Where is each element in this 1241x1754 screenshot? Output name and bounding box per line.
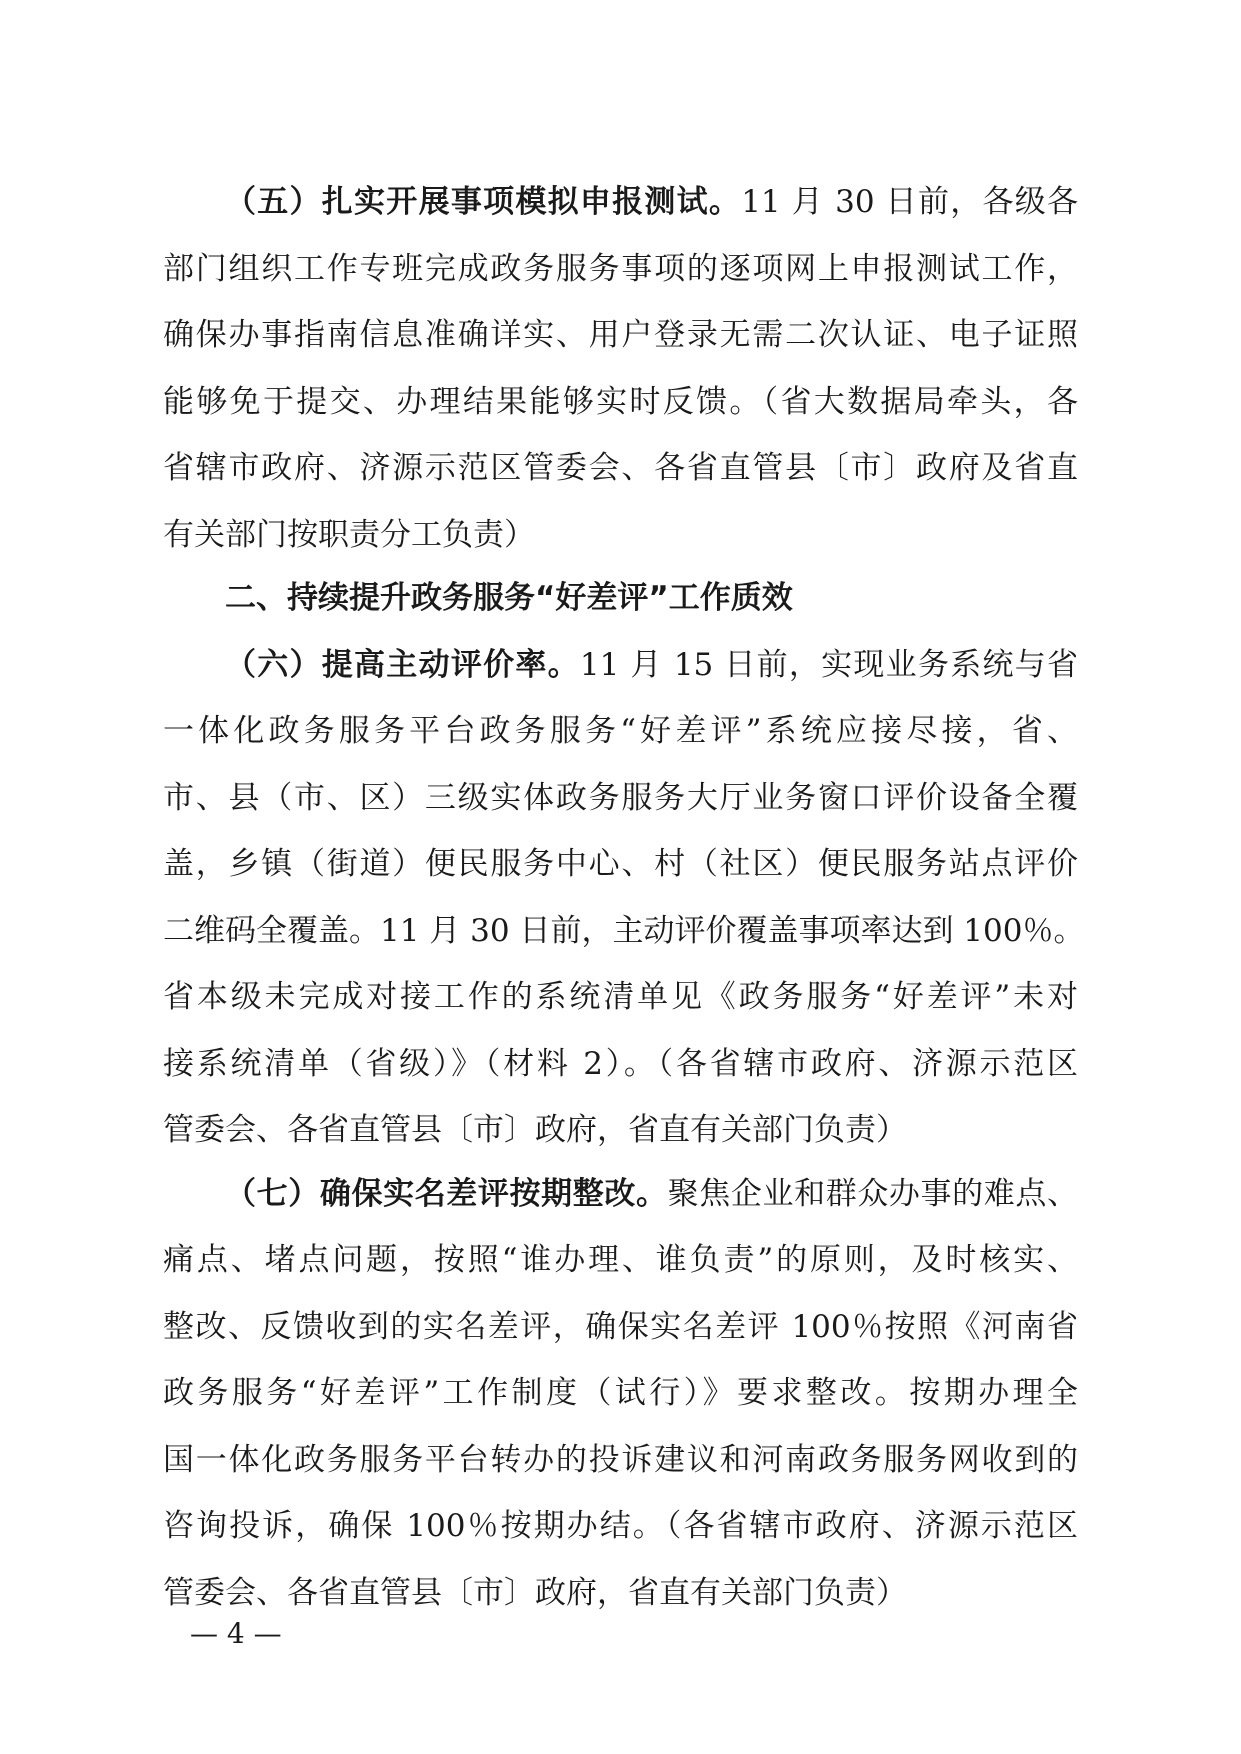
section6-line6: 省本级未完成对接工作的系统清单见《政务服务“好差评”未对 bbox=[163, 979, 1078, 1015]
section6-title: （六）提高主动评价率。 bbox=[225, 647, 580, 683]
section5-line1 bbox=[225, 166, 1078, 238]
section5-line5: 省辖市政府、济源示范区管委会、各省直管县〔市〕政府及省直 bbox=[163, 450, 1078, 486]
section7-title: （七）确保实名差评按期整改。 bbox=[225, 1176, 668, 1212]
section6-line1-text: 11 月 15 日前，实现业务系统与省 bbox=[579, 647, 1078, 683]
section6-line2: 一体化政务服务平台政务服务“好差评”系统应接尽接，省、 bbox=[163, 713, 1078, 749]
page-number: — 4 — bbox=[190, 1617, 282, 1650]
section5-line1-text: 11 月 30 日前，各级各 bbox=[741, 184, 1078, 220]
section5-line6: 有关部门按职责分工负责） bbox=[163, 517, 535, 553]
section7-line2: 痛点、堵点问题，按照“谁办理、谁负责”的原则，及时核实、 bbox=[163, 1242, 1078, 1278]
section7-line1 bbox=[225, 1158, 1078, 1230]
section6-line7: 接系统清单（省级）》（材料 2）。（各省辖市政府、济源示范区 bbox=[163, 1046, 1078, 1082]
section5-line2: 部门组织工作专班完成政务服务事项的逐项网上申报测试工作， bbox=[163, 251, 1078, 287]
section5-line4: 能够免于提交、办理结果能够实时反馈。（省大数据局牵头，各 bbox=[163, 384, 1078, 420]
section6-line3: 市、县（市、区）三级实体政务服务大厅业务窗口评价设备全覆 bbox=[163, 780, 1078, 816]
section7-line1-text: 聚焦企业和群众办事的难点、 bbox=[667, 1176, 1079, 1212]
section5-line3: 确保办事指南信息准确详实、用户登录无需二次认证、电子证照 bbox=[163, 317, 1078, 353]
section7-line3: 整改、反馈收到的实名差评，确保实名差评 100％按照《河南省 bbox=[163, 1309, 1078, 1345]
section7-line5: 国一体化政务服务平台转办的投诉建议和河南政务服务网收到的 bbox=[163, 1442, 1078, 1478]
section6-line4: 盖，乡镇（街道）便民服务中心、村（社区）便民服务站点评价 bbox=[163, 846, 1078, 882]
section7-line4: 政务服务“好差评”工作制度（试行）》要求整改。按期办理全 bbox=[163, 1375, 1078, 1411]
section-heading-2: 二、持续提升政务服务“好差评”工作质效 bbox=[225, 580, 793, 616]
section7-line6: 咨询投诉，确保 100％按期办结。（各省辖市政府、济源示范区 bbox=[163, 1508, 1078, 1544]
section7-line7: 管委会、各省直管县〔市〕政府，省直有关部门负责） bbox=[163, 1575, 907, 1611]
section6-line8: 管委会、各省直管县〔市〕政府，省直有关部门负责） bbox=[163, 1112, 907, 1148]
section5-title: （五）扎实开展事项模拟申报测试。 bbox=[225, 184, 742, 220]
section6-line5: 二维码全覆盖。11 月 30 日前，主动评价覆盖事项率达到 100％。 bbox=[163, 913, 1085, 949]
section6-line1 bbox=[225, 629, 1078, 701]
